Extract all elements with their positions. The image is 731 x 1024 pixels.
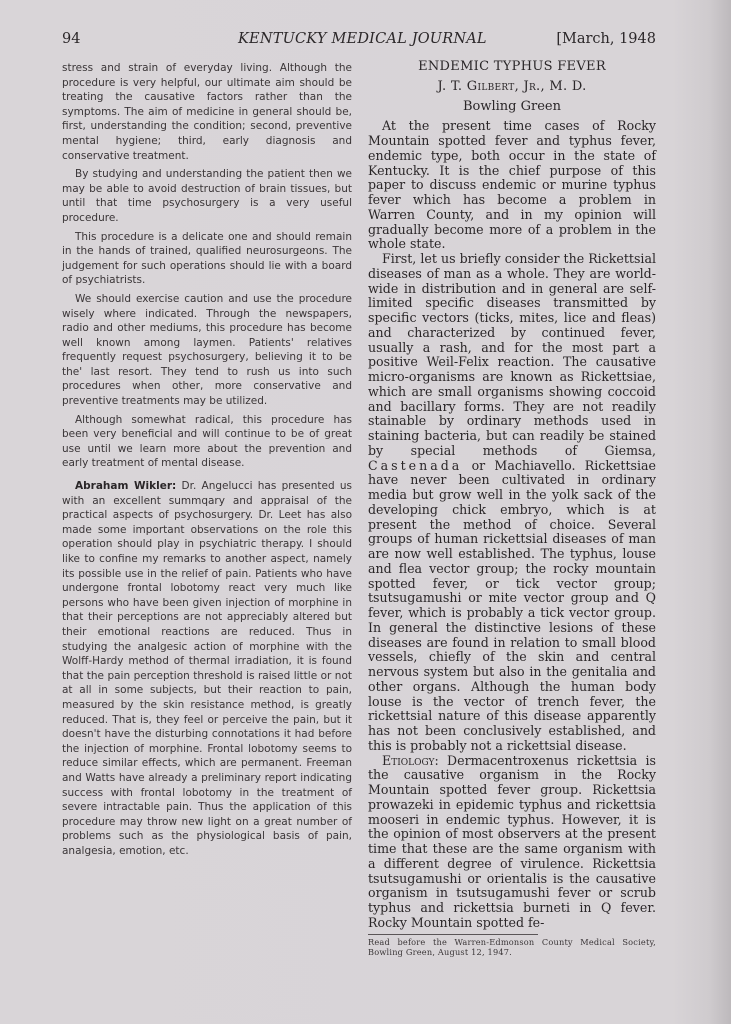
right-column [368,60,656,957]
footnote-divider [368,934,538,935]
journal-title: KENTUCKY MEDICAL JOURNAL [238,31,487,47]
paragraph: By studying and understanding the patient then we may be able to avoid destruction of brain tissues, but until that time psychosurgery is a very useful procedure. [62,168,352,224]
paragraph: Although somewhat radical, this procedure has been very beneficial and will continue to be of great use until we learn more about the prevention and early treatment of mental disease. [62,413,352,470]
paragraph [368,252,656,754]
footnote: Read before the Warren-Edmonson County Medical Society, Bowling Green, August 12, 1947. [368,936,656,957]
running-header [62,31,656,51]
spaced-name: Castenada [368,457,463,473]
paragraph: stress and strain of everyday living. Although the procedure is very helpful, our ultimate aim should be treating the causative factors rather than the symptoms. The aim of medicine in general should be, first, understanding the condition; second, preventive mental hygiene; third, early diagnosis and conservative treatment. [62,62,352,162]
discussion-paragraph [62,479,352,858]
paragraph: This procedure is a delicate one and should remain in the hands of trained, qualified neurosurgeons. The judgement for such operations should lie with a board of psychiatrists. [62,230,352,287]
etiology-label: Etiology: [382,752,439,768]
paragraph: We should exercise caution and use the procedure wisely where indicated. Through the newspapers, radio and other mediums, this procedure has become well known among laymen. Patients' relatives frequently request psychosurgery, believing it to be the' last resort. They tend to rush us into such procedures when other, more conservative and preventive treatments may be utilized. [62,292,352,408]
article-location: Bowling Green [462,98,561,114]
discussion-text: Dr. Angelucci has presented us with an excellent summqary and appraisal of the practical aspects of psychosurgery. Dr. Leet has also made some important observations on the role this operation should play in psychiatric therapy. I should like to confine my remarks to another aspect, namely its possible use in the relief of pain. Patients who have undergone frontal lobotomy react very much like persons who have been given injection of morphine in that their perceptions are not appreciably altered but their emotional reactions are reduced. Thus in studying the analgesic action of morphine with the Wolff-Hardy method of thermal irradiation, it is found that the pain perception threshold is raised little or not at all in some subjects, but their reaction to pain, measured by the skin resistance method, is greatly reduced. That is, they feel or perceive the pain, but it doesn't have the disturbing connotations it had before the injection of morphine. Frontal lobotomy seems to reduce similar effects, which are permanent. Freeman and Watts have already a preliminary report indicating success with frontal lobotomy in the treatment of severe intractable pain. Thus the application of this procedure may throw new light on a great number of problems such as the physiological basis of pain, analgesia, emotion, etc. [62,480,353,857]
page-number: 94 [62,31,81,47]
paragraph: At the present time cases of Rocky Mountain spotted fever and typhus fever, endemic type, both occur in the state of Kentucky. It is the chief purpose of this paper to discuss endemic or murine typhus fever which has become a problem in Warren County, and in my opinion will gradually become more of a problem in the whole state. [368,118,656,252]
etiology-text: Dermacentroxenus rickettsia is the causative organism in the Rocky Mountain spotted fever group. Rickettsia prowazeki in epidemic typhus and rickettsia mooseri in endemic typhus. However, it is the opinion of most observers at the present time that these are the same organism with a different degree of virulence. Rickettsia tsutsugamushi or orientalis is the causative organism in tsutsugamushi fever or scrub typhus and rickettsia burneti in Q fever. Rocky Mountain spotted fe- [368,752,656,930]
left-column [62,61,352,862]
paragraph-text: or Machiavello. Rickettsiae have never been cultivated in ordinary media but grow well in the yolk sack of the developing chick embryo, which is at present the method of choice. Several groups of human rickettsial diseases of man are now well established. The typhus, louse and flea vector group; the rocky mountain spotted fever, or tick vector group; tsutsugamushi or mite vector group and Q fever, which is probably a tick vector group. In general the distinctive lesions of these diseases are found in relation to small blood vessels, chiefly of the skin and central nervous system but also in the genitalia and other organs. Although the human body louse is the vector of trench fever, the rickettsial nature of this disease apparently has not been conclusively established, and this is probably not a rickettsial disease. [368,457,656,753]
article-author: J. T. Gilbert, Jr., M. D. [437,78,587,94]
article-title: ENDEMIC TYPHUS FEVER [418,59,606,74]
speaker-name: Abraham Wikler: [75,480,177,493]
etiology-paragraph [368,754,656,931]
issue-date: [March, 1948 [556,31,656,47]
paragraph-text: First, let us briefly consider the Rickettsial diseases of man as a whole. They are world-wide in distribution and in general are self-limited specific diseases transmitted by specific vectors (ticks, mites, lice and fleas) and characterized by continued fever, usually a rash, and for the most part a positive Weil-Felix reaction. The causative micro-organisms are known as Rickettsiae, which are small organisms showing coccoid and bacillary forms. They are not readily stainable by ordinary methods used in staining bacteria, but can readily be stained by special methods of Giemsa, [368,251,656,458]
